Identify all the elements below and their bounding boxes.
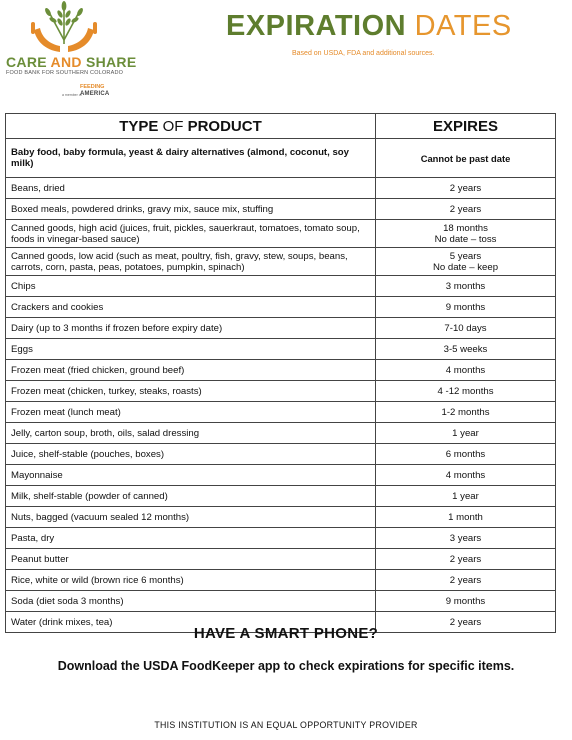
table-row <box>6 381 556 402</box>
product-cell: Frozen meat (fried chicken, ground beef) <box>6 360 376 381</box>
title-word-dates: DATES <box>406 10 512 42</box>
expires-value: 2 years <box>449 574 482 586</box>
table-row <box>6 220 556 248</box>
expires-value: 2 years <box>449 553 482 565</box>
product-cell: Dairy (up to 3 months if frozen before expiry date) <box>6 318 376 339</box>
expires-cell <box>376 220 556 248</box>
product-cell: Nuts, bagged (vacuum sealed 12 months) <box>6 507 376 528</box>
expires-cell <box>376 570 556 591</box>
table-row <box>6 276 556 297</box>
expires-cell <box>376 465 556 486</box>
product-cell: Crackers and cookies <box>6 297 376 318</box>
expires-cell <box>376 199 556 220</box>
table-row <box>6 248 556 276</box>
product-cell: Baby food, baby formula, yeast & dairy alternatives (almond, coconut, soy milk) <box>6 139 376 178</box>
expires-cell <box>376 276 556 297</box>
download-app-note: Download the USDA FoodKeeper app to check expirations for specific items. <box>57 659 515 673</box>
header-type-of: OF <box>162 117 184 135</box>
table-row <box>6 528 556 549</box>
expires-value: 6 months <box>445 448 486 460</box>
logo-tagline: FOOD BANK FOR SOUTHERN COLORADO <box>6 70 124 76</box>
partner-prefix: a member of <box>62 93 82 97</box>
smart-phone-question: HAVE A SMART PHONE? <box>193 625 379 642</box>
table-row <box>6 507 556 528</box>
table-row <box>6 591 556 612</box>
title-word-expiration: EXPIRATION <box>226 10 407 42</box>
expires-value: 2 years <box>449 203 482 215</box>
expires-value: 3 months <box>445 280 486 292</box>
product-cell: Canned goods, high acid (juices, fruit, pickles, sauerkraut, tomatoes, tomato soup, foods in vinegar-based sauce) <box>6 220 376 248</box>
logo-name-part1: CARE <box>6 54 51 70</box>
page-subtitle: Based on USDA, FDA and additional sources. <box>292 50 435 57</box>
expires-value: 1-2 months <box>441 406 490 418</box>
table-row <box>6 297 556 318</box>
product-cell: Jelly, carton soup, broth, oils, salad dressing <box>6 423 376 444</box>
expires-value: 9 months <box>445 595 486 607</box>
expires-value: 4 -12 months <box>437 385 494 397</box>
product-cell: Boxed meals, powdered drinks, gravy mix, sauce mix, stuffing <box>6 199 376 220</box>
expires-cell <box>376 549 556 570</box>
logo-name-part2: SHARE <box>81 54 137 70</box>
expires-cell <box>376 486 556 507</box>
table-row <box>6 318 556 339</box>
expires-cell <box>376 248 556 276</box>
expires-cell <box>376 591 556 612</box>
expiration-table <box>5 113 556 633</box>
product-cell: Eggs <box>6 339 376 360</box>
table-row <box>6 199 556 220</box>
table-row <box>6 486 556 507</box>
expires-value: 1 year <box>452 427 479 439</box>
expires-value: 7-10 days <box>444 322 487 334</box>
table-row <box>6 339 556 360</box>
product-cell: Water (drink mixes, tea) <box>6 612 376 633</box>
product-cell: Pasta, dry <box>6 528 376 549</box>
expires-value: 1 year <box>452 490 479 502</box>
table-row <box>6 549 556 570</box>
expires-cell <box>376 297 556 318</box>
expires-value: 5 years <box>449 250 482 262</box>
table-body <box>6 139 556 633</box>
expires-cell <box>376 381 556 402</box>
table-row <box>6 423 556 444</box>
expires-value: 3 years <box>449 532 482 544</box>
table-row <box>6 444 556 465</box>
expires-value: 2 years <box>449 616 482 628</box>
expires-note: No date – toss <box>434 233 497 245</box>
product-cell: Mayonnaise <box>6 465 376 486</box>
partner-name-bottom: AMERICA <box>80 91 110 97</box>
expires-cell <box>376 444 556 465</box>
table-row <box>6 360 556 381</box>
table-row <box>6 465 556 486</box>
table-header-row <box>6 114 556 139</box>
expires-cell <box>376 360 556 381</box>
product-cell: Peanut butter <box>6 549 376 570</box>
equal-opportunity-notice: THIS INSTITUTION IS AN EQUAL OPPORTUNITY PROVIDER <box>154 720 418 730</box>
table-row <box>6 402 556 423</box>
expires-value: 4 months <box>445 469 486 481</box>
expires-value: 2 years <box>449 182 482 194</box>
expires-cell <box>376 423 556 444</box>
logo-wordmark <box>6 54 136 70</box>
product-cell: Frozen meat (chicken, turkey, steaks, roasts) <box>6 381 376 402</box>
expires-note: No date – keep <box>432 261 499 273</box>
product-cell: Soda (diet soda 3 months) <box>6 591 376 612</box>
expires-value: 9 months <box>445 301 486 313</box>
table-row <box>6 570 556 591</box>
product-cell: Juice, shelf-stable (pouches, boxes) <box>6 444 376 465</box>
expires-cell <box>376 528 556 549</box>
header-type-a: TYPE <box>119 117 163 135</box>
feeding-america-logo <box>62 83 142 103</box>
product-cell: Rice, white or wild (brown rice 6 months) <box>6 570 376 591</box>
header-type-b: PRODUCT <box>183 117 262 135</box>
expires-cell <box>376 139 556 178</box>
page-title <box>226 10 512 43</box>
product-cell: Frozen meat (lunch meat) <box>6 402 376 423</box>
expires-value: 4 months <box>445 364 486 376</box>
product-cell: Beans, dried <box>6 178 376 199</box>
logo-name-and: AND <box>50 54 82 70</box>
expires-cell <box>376 339 556 360</box>
expires-cell <box>376 402 556 423</box>
product-cell: Chips <box>6 276 376 297</box>
table-row <box>6 139 556 178</box>
expires-cell <box>376 507 556 528</box>
table-row <box>6 178 556 199</box>
product-cell: Canned goods, low acid (such as meat, poultry, fish, gravy, stew, soups, beans, carrots, corn, pasta, peas, potatoes, pumpkin, spinach) <box>6 248 376 276</box>
expires-value: 18 months <box>443 222 488 234</box>
expires-value: 3-5 weeks <box>443 343 488 355</box>
wheat-hands-logo-icon <box>26 0 102 56</box>
expires-cell <box>376 318 556 339</box>
expires-value: 1 month <box>448 511 483 523</box>
expires-value: Cannot be past date <box>420 152 511 164</box>
partner-name-top: FEEDING <box>80 84 105 90</box>
product-cell: Milk, shelf-stable (powder of canned) <box>6 486 376 507</box>
expires-cell <box>376 178 556 199</box>
column-header-expires: EXPIRES <box>376 114 556 139</box>
column-header-type <box>6 114 376 139</box>
